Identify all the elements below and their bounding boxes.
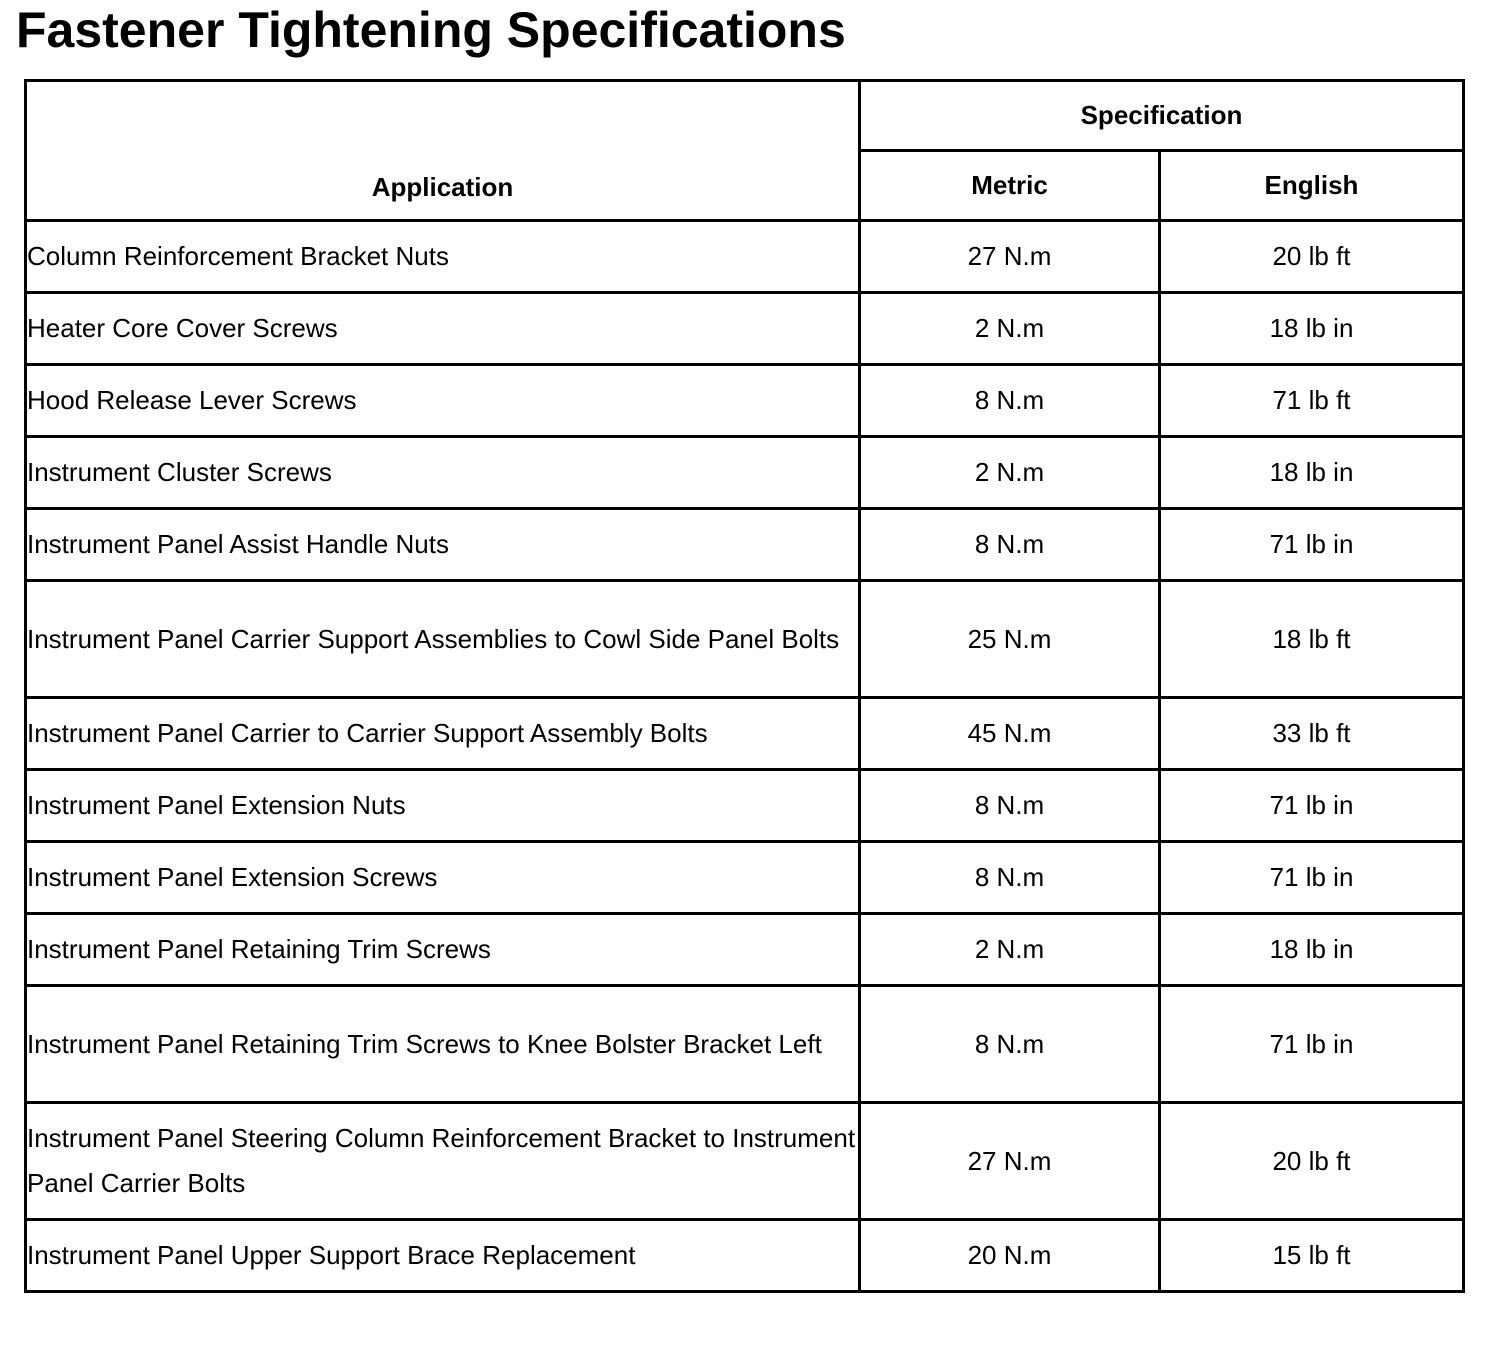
metric-cell: 2 N.m — [860, 437, 1160, 509]
table-row — [26, 293, 1464, 365]
application-cell: Instrument Panel Extension Screws — [26, 842, 860, 914]
application-cell: Hood Release Lever Screws — [26, 365, 860, 437]
metric-cell: 8 N.m — [860, 842, 1160, 914]
application-cell: Instrument Panel Carrier to Carrier Support Assembly Bolts — [26, 698, 860, 770]
table-row — [26, 914, 1464, 986]
application-cell: Instrument Panel Assist Handle Nuts — [26, 509, 860, 581]
english-header: English — [1160, 151, 1464, 221]
application-cell: Instrument Panel Extension Nuts — [26, 770, 860, 842]
table-row — [26, 986, 1464, 1103]
application-cell: Instrument Panel Carrier Support Assemblies to Cowl Side Panel Bolts — [26, 581, 860, 698]
table-row — [26, 509, 1464, 581]
page-title: Fastener Tightening Specifications — [16, 2, 846, 58]
metric-cell: 20 N.m — [860, 1220, 1160, 1292]
metric-cell: 27 N.m — [860, 221, 1160, 293]
english-cell: 20 lb ft — [1160, 221, 1464, 293]
english-cell: 71 lb ft — [1160, 365, 1464, 437]
english-cell: 71 lb in — [1160, 986, 1464, 1103]
metric-cell: 2 N.m — [860, 914, 1160, 986]
metric-cell: 25 N.m — [860, 581, 1160, 698]
fastener-spec-table — [24, 79, 1465, 1293]
application-header: Application — [26, 81, 860, 221]
metric-cell: 8 N.m — [860, 509, 1160, 581]
metric-cell: 8 N.m — [860, 770, 1160, 842]
table-row — [26, 437, 1464, 509]
table-row — [26, 1220, 1464, 1292]
application-cell: Instrument Panel Steering Column Reinforcement Bracket to Instrument Panel Carrier Bolts — [26, 1103, 860, 1220]
table-row — [26, 365, 1464, 437]
metric-header: Metric — [860, 151, 1160, 221]
table-row — [26, 581, 1464, 698]
specification-header: Specification — [860, 81, 1464, 151]
application-cell: Instrument Panel Retaining Trim Screws — [26, 914, 860, 986]
application-cell: Column Reinforcement Bracket Nuts — [26, 221, 860, 293]
english-cell: 18 lb in — [1160, 437, 1464, 509]
metric-cell: 8 N.m — [860, 986, 1160, 1103]
metric-cell: 8 N.m — [860, 365, 1160, 437]
application-cell: Heater Core Cover Screws — [26, 293, 860, 365]
table-row — [26, 221, 1464, 293]
english-cell: 33 lb ft — [1160, 698, 1464, 770]
english-cell: 71 lb in — [1160, 509, 1464, 581]
english-cell: 15 lb ft — [1160, 1220, 1464, 1292]
english-cell: 18 lb in — [1160, 914, 1464, 986]
application-cell: Instrument Panel Retaining Trim Screws to Knee Bolster Bracket Left — [26, 986, 860, 1103]
application-cell: Instrument Cluster Screws — [26, 437, 860, 509]
table-row — [26, 770, 1464, 842]
table-row — [26, 1103, 1464, 1220]
metric-cell: 2 N.m — [860, 293, 1160, 365]
english-cell: 20 lb ft — [1160, 1103, 1464, 1220]
table-row — [26, 842, 1464, 914]
table-row — [26, 698, 1464, 770]
metric-cell: 27 N.m — [860, 1103, 1160, 1220]
english-cell: 18 lb ft — [1160, 581, 1464, 698]
english-cell: 18 lb in — [1160, 293, 1464, 365]
application-cell: Instrument Panel Upper Support Brace Replacement — [26, 1220, 860, 1292]
metric-cell: 45 N.m — [860, 698, 1160, 770]
english-cell: 71 lb in — [1160, 770, 1464, 842]
english-cell: 71 lb in — [1160, 842, 1464, 914]
